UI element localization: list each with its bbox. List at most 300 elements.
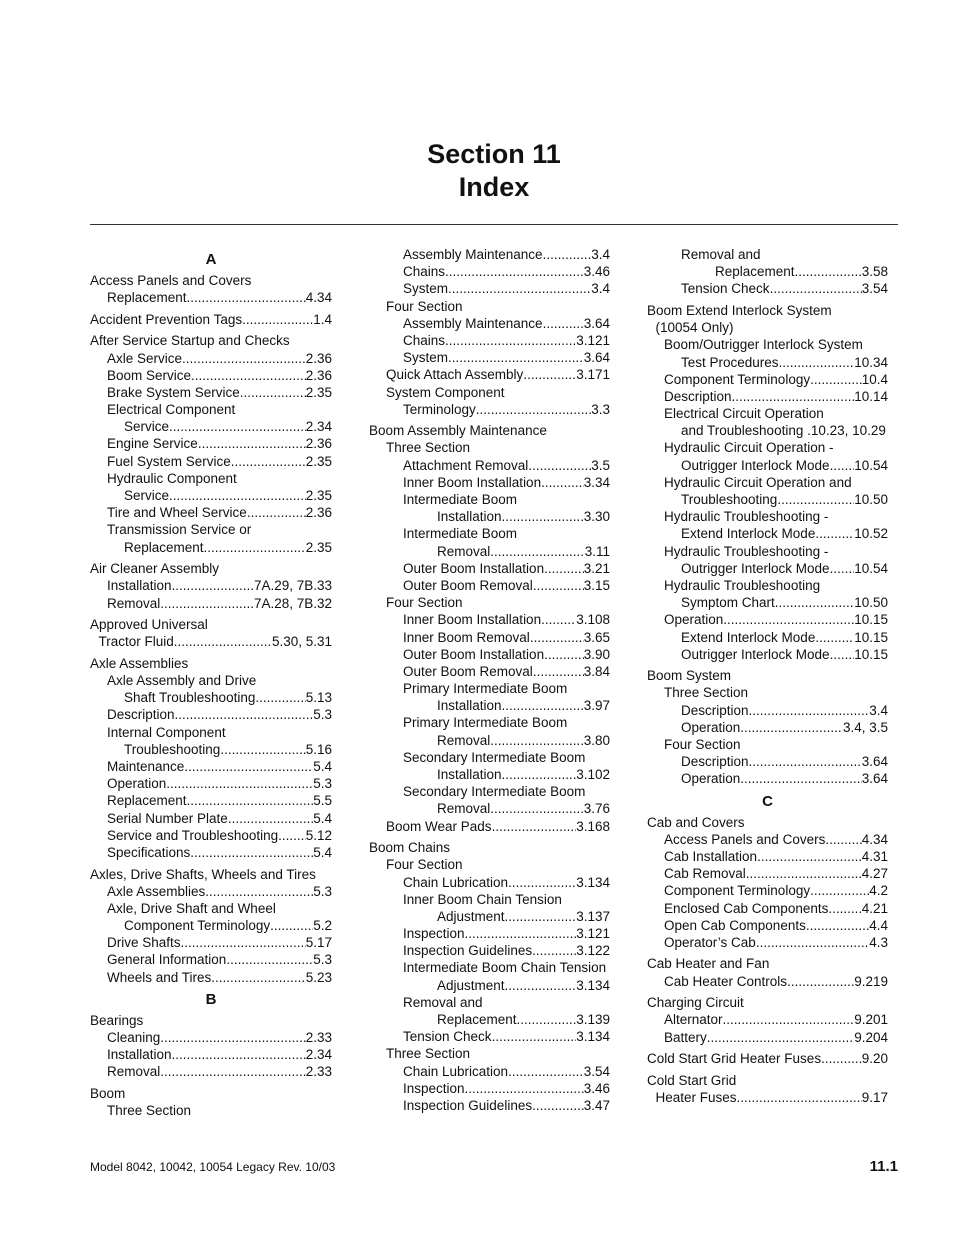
index-entry-page: 3.4, 3.5 xyxy=(842,719,888,735)
index-entry-page: 3.47 xyxy=(583,1097,610,1113)
dot-leader xyxy=(502,508,584,525)
index-entry-page: 3.4 xyxy=(591,281,610,297)
index-entry-term: Removal xyxy=(107,595,161,611)
index-entry-term: Axle Service xyxy=(107,350,183,366)
index-entry-term: Fuel System Service xyxy=(107,453,231,469)
index-entry-term: Charging Circuit xyxy=(647,995,744,1011)
index-entry xyxy=(90,951,332,968)
index-entry xyxy=(647,814,888,831)
index-entry-term: Axle, Drive Shaft and Wheel xyxy=(107,900,276,916)
index-entry-page: 3.108 xyxy=(576,612,610,628)
page-number: 11.1 xyxy=(869,1158,898,1175)
index-entry xyxy=(369,977,610,994)
index-entry-term: Terminology xyxy=(403,401,476,417)
index-entry-term: Chain Lubrication xyxy=(403,874,509,890)
index-entry-term: Outer Boom Installation xyxy=(403,560,545,576)
index-entry xyxy=(647,1011,888,1028)
index-entry-page: 5.3 xyxy=(313,707,332,723)
index-entry-page: 3.97 xyxy=(583,698,610,714)
index-entry xyxy=(369,263,610,280)
index-entry-term: Axle Assemblies xyxy=(90,655,189,671)
dot-leader xyxy=(247,504,306,521)
index-entry-page: 3.5 xyxy=(591,457,610,473)
index-entry-term: Brake System Service xyxy=(107,384,240,400)
index-entry-page: 3.122 xyxy=(576,943,610,959)
dot-leader xyxy=(465,925,577,942)
index-entry-term: Service and Troubleshooting xyxy=(107,827,279,843)
index-entry-term: Outrigger Interlock Mode xyxy=(681,560,830,576)
index-entry-term: Operation xyxy=(664,612,724,628)
index-entry xyxy=(369,818,610,835)
index-entry xyxy=(647,831,888,848)
dot-leader xyxy=(191,367,306,384)
index-entry-page: 2.35 xyxy=(305,384,332,400)
index-entry-page: 3.4 xyxy=(591,247,610,262)
index-entry-term: Hydraulic Component xyxy=(107,470,237,486)
index-entry xyxy=(647,1072,888,1089)
index-entry xyxy=(647,1050,888,1067)
dot-leader xyxy=(166,775,313,792)
index-entry-term: Installation xyxy=(437,698,502,714)
index-entry xyxy=(647,594,888,611)
index-entry-term: Electrical Circuit Operation xyxy=(664,406,824,422)
dot-leader xyxy=(810,882,869,899)
index-entry-term: Outer Boom Removal xyxy=(403,577,533,593)
footer-model-revision: Model 8042, 10042, 10054 Legacy Rev. 10/03 xyxy=(90,1160,336,1174)
dot-leader xyxy=(815,525,854,542)
index-entry-page: 3.121 xyxy=(576,926,610,942)
index-entry-page: 2.33 xyxy=(305,1064,332,1080)
index-entry-page: 4.27 xyxy=(861,866,888,882)
index-entry-term: Removal xyxy=(437,801,491,817)
index-entry-term: Three Section xyxy=(664,685,749,701)
index-entry xyxy=(369,925,610,942)
index-entry xyxy=(369,543,610,560)
index-entry xyxy=(369,332,610,349)
index-entry-term: Cab Heater Controls xyxy=(664,973,788,989)
index-entry-term: Outrigger Interlock Mode xyxy=(681,646,830,662)
index-entry xyxy=(647,336,888,353)
index-entry-page: 4.34 xyxy=(861,831,888,847)
index-entry-page: 3.30 xyxy=(583,509,610,525)
dot-leader xyxy=(231,453,306,470)
dot-leader xyxy=(532,1097,584,1114)
index-entry-term: Open Cab Components xyxy=(664,917,806,933)
index-entry-term: Four Section xyxy=(386,595,463,611)
index-entry xyxy=(369,856,610,873)
index-entry-term: Operation xyxy=(107,776,167,792)
index-entry xyxy=(369,439,610,456)
index-entry xyxy=(90,969,332,986)
index-entry xyxy=(647,577,888,594)
index-entry xyxy=(647,1089,888,1106)
index-entry-page: 5.4 xyxy=(313,810,332,826)
dot-leader xyxy=(240,384,306,401)
index-entry-page: 3.64 xyxy=(583,315,610,331)
index-entry-term: Component Terminology xyxy=(664,371,811,387)
index-entry xyxy=(647,667,888,684)
index-entry xyxy=(90,595,332,612)
index-entry xyxy=(90,633,332,650)
index-entry-term: Hydraulic Troubleshooting - xyxy=(664,509,829,525)
index-entry-term: Removal xyxy=(437,732,491,748)
index-entry-term: Cold Start Grid Heater Fuses xyxy=(647,1051,822,1067)
index-entry-term: Four Section xyxy=(386,857,463,873)
index-entry-term: Service xyxy=(124,419,170,435)
dot-leader xyxy=(220,741,305,758)
index-entry-term: Wheels and Tires xyxy=(107,969,212,985)
index-entry-page: 10.54 xyxy=(854,457,888,473)
index-entry-page: 3.34 xyxy=(583,474,610,490)
index-entry xyxy=(369,766,610,783)
index-entry xyxy=(90,539,332,556)
index-entry-term: Boom Wear Pads xyxy=(386,818,492,834)
index-entry-page: 10.50 xyxy=(854,595,888,611)
index-entry-page: 1.4 xyxy=(313,311,332,327)
index-entry-term: Serial Number Plate xyxy=(107,810,228,826)
index-entry-term: Accident Prevention Tags xyxy=(90,311,243,327)
index-heading: Index xyxy=(458,172,530,202)
index-entry-term: Service xyxy=(124,488,170,504)
index-entry xyxy=(90,775,332,792)
index-entry-page: 2.36 xyxy=(305,505,332,521)
index-entry xyxy=(647,882,888,899)
page-title xyxy=(0,138,954,204)
index-entry-term: Approved Universal xyxy=(90,617,208,633)
index-entry-term: Hydraulic Circuit Operation and xyxy=(664,474,852,490)
dot-leader xyxy=(723,611,854,628)
index-entry-term: Hydraulic Circuit Operation - xyxy=(664,440,834,456)
index-entry-page: 2.36 xyxy=(305,367,332,383)
index-entry-page: 3.90 xyxy=(583,646,610,662)
index-entry xyxy=(369,457,610,474)
dot-leader xyxy=(278,827,306,844)
dot-leader xyxy=(182,350,306,367)
index-entry-term: Access Panels and Covers xyxy=(90,273,252,288)
index-entry xyxy=(369,1063,610,1080)
index-entry-page: 5.12 xyxy=(305,827,332,843)
index-entry-page: 3.80 xyxy=(583,732,610,748)
index-entry-page: 3.171 xyxy=(576,367,610,383)
index-entry-term: Three Section xyxy=(386,1046,471,1062)
index-entry xyxy=(647,439,888,456)
index-entry-page: 10.52 xyxy=(854,526,888,542)
index-entry xyxy=(647,525,888,542)
index-entry-term: Specifications xyxy=(107,844,191,860)
index-entry xyxy=(90,521,332,538)
index-entry-term: Component Terminology xyxy=(664,883,811,899)
index-entry xyxy=(647,973,888,990)
index-entry-term: Axle Assembly and Drive xyxy=(107,673,257,689)
dot-leader xyxy=(172,577,254,594)
index-entry-term: Description xyxy=(664,388,732,404)
index-entry-term: Boom Assembly Maintenance xyxy=(369,423,547,439)
index-entry-page: 3.134 xyxy=(576,1029,610,1045)
index-entry xyxy=(647,319,888,336)
index-entry xyxy=(90,844,332,861)
dot-leader xyxy=(825,831,861,848)
index-entry-term: Description xyxy=(681,702,749,718)
index-entry-term: General Information xyxy=(107,952,227,968)
index-letter-heading: C xyxy=(762,792,773,810)
index-entry xyxy=(90,706,332,723)
index-entry-term: Assembly Maintenance xyxy=(403,247,543,262)
index-entry-term: Maintenance xyxy=(107,759,185,775)
index-entry-term: Cold Start Grid xyxy=(647,1072,737,1088)
index-entry-term: Three Section xyxy=(386,440,471,456)
index-entry-term: Replacement xyxy=(124,539,204,555)
dot-leader xyxy=(255,689,305,706)
dot-leader xyxy=(205,883,313,900)
index-entry xyxy=(647,900,888,917)
dot-leader xyxy=(830,646,855,663)
index-entry xyxy=(647,1029,888,1046)
index-entry xyxy=(90,1085,332,1102)
dot-leader xyxy=(523,366,576,383)
index-entry-term: Four Section xyxy=(664,737,741,753)
index-entry-page: 10.15 xyxy=(854,646,888,662)
index-entry-page: 5.4 xyxy=(313,844,332,860)
index-entry-term: Alternator xyxy=(664,1012,723,1028)
index-entry-page: 3.4 xyxy=(869,702,888,718)
index-entry-page: 5.17 xyxy=(305,935,332,951)
dot-leader xyxy=(445,263,584,280)
index-entry-page: 9.204 xyxy=(854,1029,888,1045)
index-entry xyxy=(90,367,332,384)
index-entry xyxy=(369,315,610,332)
index-entry xyxy=(369,839,610,856)
index-entry-term: Tension Check xyxy=(681,281,770,297)
index-entry-term: Primary Intermediate Boom xyxy=(403,681,568,697)
index-entry xyxy=(369,1028,610,1045)
dot-leader xyxy=(505,977,577,994)
index-entry-term: Inspection Guidelines xyxy=(403,1097,533,1113)
index-entry-term: Bearings xyxy=(90,1012,144,1028)
dot-leader xyxy=(160,595,254,612)
index-letter-heading: A xyxy=(205,251,217,268)
index-entry xyxy=(90,724,332,741)
index-entry-page: 10.34 xyxy=(854,354,888,370)
index-entry-page: 3.21 xyxy=(583,560,610,576)
index-entry-term: Description xyxy=(681,754,749,770)
index-entry xyxy=(90,418,332,435)
index-entry-term: Installation xyxy=(107,578,172,594)
index-entry xyxy=(647,246,888,263)
index-entry-page: 5.2 xyxy=(313,918,332,934)
dot-leader xyxy=(211,969,305,986)
index-entry-page: 3.15 xyxy=(583,577,610,593)
index-entry xyxy=(90,487,332,504)
index-entry-term: Secondary Intermediate Boom xyxy=(403,749,586,765)
index-entry-page: 3.168 xyxy=(576,818,610,834)
index-entry xyxy=(90,560,332,577)
index-entry-term: Removal and xyxy=(403,994,483,1010)
index-entry-term: Removal xyxy=(437,543,491,559)
index-entry-term: Air Cleaner Assembly xyxy=(90,561,220,577)
dot-leader xyxy=(445,332,576,349)
dot-leader xyxy=(505,908,577,925)
dot-leader xyxy=(184,758,313,775)
index-entry xyxy=(90,655,332,672)
index-entry xyxy=(90,1029,332,1046)
index-entry-page: 3.76 xyxy=(583,801,610,817)
index-entry-page: 5.3 xyxy=(313,952,332,968)
index-entry xyxy=(90,758,332,775)
index-entry-page: 3.64 xyxy=(583,350,610,366)
index-entry-term: Transmission Service or xyxy=(107,522,252,538)
index-entry xyxy=(90,792,332,809)
index-entry-page: 3.3 xyxy=(591,401,610,417)
index-entry-page: 3.46 xyxy=(583,1080,610,1096)
index-entry xyxy=(369,783,610,800)
index-entry-term: Attachment Removal xyxy=(403,457,529,473)
index-entry xyxy=(647,263,888,280)
index-entry-term: Inner Boom Chain Tension xyxy=(403,891,562,907)
index-entry xyxy=(647,388,888,405)
index-entry xyxy=(90,866,332,883)
index-entry xyxy=(369,246,610,263)
index-entry xyxy=(647,405,888,422)
index-entry-page: 2.33 xyxy=(305,1030,332,1046)
index-entry xyxy=(90,435,332,452)
index-entry xyxy=(369,384,610,401)
index-entry-page: 3.65 xyxy=(583,629,610,645)
index-entry-page: 3.64 xyxy=(861,754,888,770)
dot-leader xyxy=(756,934,869,951)
index-entry-page: 9.20 xyxy=(861,1051,888,1067)
dot-leader xyxy=(169,418,306,435)
index-entry xyxy=(369,994,610,1011)
index-entry-page: 3.134 xyxy=(576,977,610,993)
index-entry-page: 10.15 xyxy=(854,612,888,628)
dot-leader xyxy=(828,900,861,917)
index-entry-term: Inner Boom Installation xyxy=(403,474,542,490)
index-entry xyxy=(90,453,332,470)
dot-leader xyxy=(533,663,584,680)
index-entry-term: Symptom Chart xyxy=(681,595,775,611)
index-entry xyxy=(369,280,610,297)
index-entry-term: Operation xyxy=(681,771,741,787)
index-entry xyxy=(369,298,610,315)
index-entry-term: Axles, Drive Shafts, Wheels and Tires xyxy=(90,866,316,882)
index-entry xyxy=(647,422,888,439)
index-entry-page: 4.2 xyxy=(869,883,888,899)
index-entry-page: 10.50 xyxy=(854,492,888,508)
index-entry xyxy=(369,680,610,697)
index-entry xyxy=(369,525,610,542)
dot-leader xyxy=(732,388,855,405)
index-entry-page: 3.58 xyxy=(861,264,888,280)
index-entry-term: Quick Attach Assembly xyxy=(386,367,524,383)
index-entry-term: Intermediate Boom Chain Tension xyxy=(403,960,607,976)
index-entry xyxy=(647,371,888,388)
index-entry-term: Assembly Maintenance xyxy=(403,315,543,331)
index-entry-page: 3.139 xyxy=(576,1012,610,1028)
dot-leader xyxy=(465,1080,584,1097)
index-entry-term: Chains xyxy=(403,332,446,348)
index-entry xyxy=(647,770,888,787)
index-entry xyxy=(369,874,610,891)
index-entry xyxy=(647,543,888,560)
index-entry-term: Outer Boom Installation xyxy=(403,646,545,662)
index-entry xyxy=(647,302,888,319)
index-entry-page: 2.35 xyxy=(305,488,332,504)
index-entry-term: Outer Boom Removal xyxy=(403,663,533,679)
index-entry-term: Tension Check xyxy=(403,1029,492,1045)
dot-leader xyxy=(190,844,313,861)
index-entry xyxy=(90,1102,332,1119)
dot-leader xyxy=(779,354,855,371)
index-entry xyxy=(90,827,332,844)
index-entry-term: Installation xyxy=(437,509,502,525)
index-entry-term: Chains xyxy=(403,264,446,280)
dot-leader xyxy=(533,577,584,594)
index-entry-page: 3.54 xyxy=(583,1063,610,1079)
index-entry-term: Four Section xyxy=(386,298,463,314)
index-entry-term: Extend Interlock Mode xyxy=(681,629,816,645)
index-entry-page: 4.3 xyxy=(869,934,888,950)
index-entry-page: 5.16 xyxy=(305,741,332,757)
index-entry-page: 2.35 xyxy=(305,539,332,555)
dot-leader xyxy=(270,917,313,934)
index-entry-term: Cab Removal xyxy=(664,866,746,882)
dot-leader xyxy=(187,792,314,809)
index-entry xyxy=(369,577,610,594)
index-entry xyxy=(369,908,610,925)
index-entry xyxy=(369,1080,610,1097)
index-entry xyxy=(647,865,888,882)
index-entry-term: Inspection xyxy=(403,1080,465,1096)
dot-leader xyxy=(175,706,314,723)
title-divider xyxy=(90,224,898,225)
index-column-3 xyxy=(647,246,888,1106)
dot-leader xyxy=(757,848,862,865)
index-entry xyxy=(90,1046,332,1063)
dot-leader xyxy=(740,770,861,787)
index-entry xyxy=(369,959,610,976)
index-entry-term: Adjustment xyxy=(437,977,505,993)
index-entry-term: System xyxy=(403,281,449,297)
dot-leader xyxy=(174,633,272,650)
dot-leader xyxy=(543,246,592,263)
index-entry xyxy=(369,349,610,366)
index-entry-term: After Service Startup and Checks xyxy=(90,333,290,349)
index-entry xyxy=(647,629,888,646)
index-entry-term: Cab and Covers xyxy=(647,814,745,830)
index-entry-term: Troubleshooting xyxy=(124,741,221,757)
index-entry xyxy=(90,689,332,706)
index-entry-term: (10054 Only) xyxy=(655,320,734,336)
dot-leader xyxy=(517,1011,577,1028)
dot-leader xyxy=(532,942,576,959)
dot-leader xyxy=(787,973,854,990)
index-entry xyxy=(369,474,610,491)
index-entry-page: 2.34 xyxy=(305,1047,332,1063)
dot-leader xyxy=(530,629,584,646)
index-entry-page: 2.35 xyxy=(305,453,332,469)
index-entry xyxy=(90,289,332,306)
index-entry-term: Installation xyxy=(437,767,502,783)
dot-leader xyxy=(810,371,862,388)
dot-leader xyxy=(169,487,306,504)
index-entry-page: 10.14 xyxy=(854,388,888,404)
dot-leader xyxy=(749,753,862,770)
index-entry xyxy=(369,366,610,383)
index-entry-term: Tractor Fluid xyxy=(98,634,174,650)
index-entry-term: Heater Fuses xyxy=(655,1089,737,1105)
index-entry xyxy=(647,719,888,736)
index-entry-term: Drive Shafts xyxy=(107,935,181,951)
